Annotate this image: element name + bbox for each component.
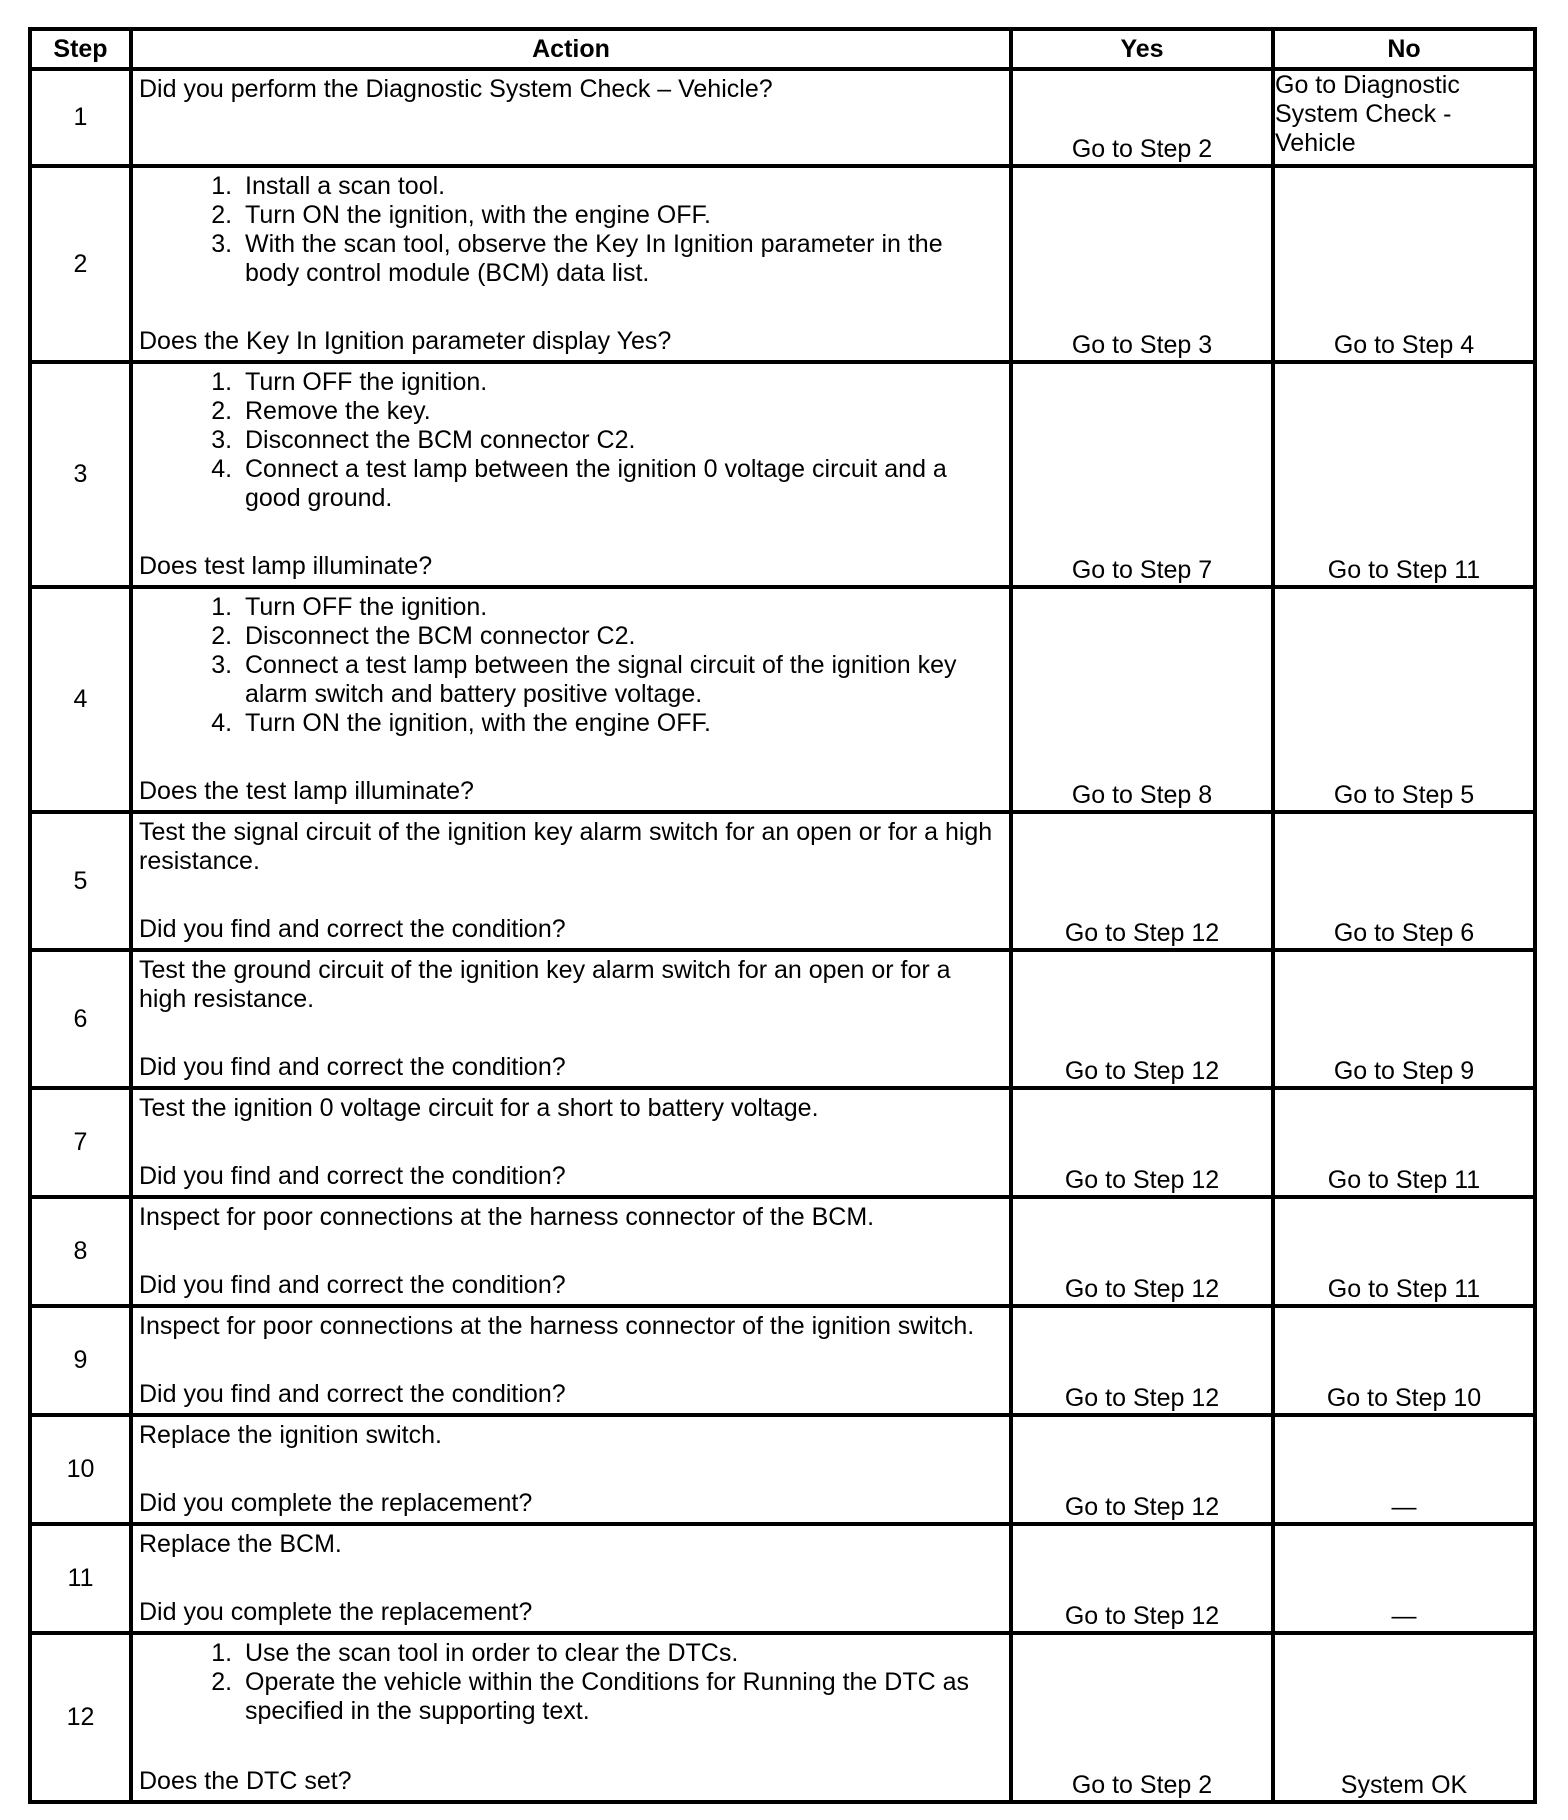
action-steps-list bbox=[139, 368, 1001, 513]
table-row bbox=[30, 1633, 1535, 1802]
table-row bbox=[30, 950, 1535, 1088]
yes-outcome: Go to Step 7 bbox=[1011, 362, 1273, 587]
header-step: Step bbox=[30, 29, 131, 69]
table-row bbox=[30, 587, 1535, 812]
action-instruction: Replace the BCM. bbox=[139, 1530, 342, 1558]
header-row bbox=[30, 29, 1535, 69]
no-outcome: Go to Step 11 bbox=[1273, 1088, 1535, 1197]
action-question: Does the test lamp illuminate? bbox=[139, 777, 474, 805]
step-number: 4 bbox=[30, 587, 131, 812]
yes-outcome: Go to Step 3 bbox=[1011, 166, 1273, 362]
action-step-item: 2. Turn ON the ignition, with the engine OFF. bbox=[239, 201, 1001, 230]
action-cell bbox=[131, 362, 1011, 587]
action-question: Did you complete the replacement? bbox=[139, 1598, 533, 1626]
no-outcome: Go to Step 4 bbox=[1273, 166, 1535, 362]
table-row bbox=[30, 166, 1535, 362]
action-cell bbox=[131, 1633, 1011, 1802]
action-step-item: 1. Use the scan tool in order to clear the DTCs. bbox=[239, 1639, 1001, 1668]
step-number: 3 bbox=[30, 362, 131, 587]
diagnostic-table bbox=[28, 27, 1537, 1804]
action-step-item: 3. Disconnect the BCM connector C2. bbox=[239, 426, 1001, 455]
action-instruction: Inspect for poor connections at the harness connector of the ignition switch. bbox=[139, 1312, 975, 1340]
action-step-item: 2. Disconnect the BCM connector C2. bbox=[239, 622, 1001, 651]
action-cell bbox=[131, 1415, 1011, 1524]
action-steps-list bbox=[139, 172, 1001, 288]
action-instruction: Test the signal circuit of the ignition key alarm switch for an open or for a high resistance. bbox=[139, 818, 993, 875]
yes-outcome: Go to Step 2 bbox=[1011, 69, 1273, 166]
action-steps-list bbox=[139, 1639, 1001, 1726]
no-outcome: Go to Step 9 bbox=[1273, 950, 1535, 1088]
no-outcome: System OK bbox=[1273, 1633, 1535, 1802]
step-number: 10 bbox=[30, 1415, 131, 1524]
header-action: Action bbox=[131, 29, 1011, 69]
yes-outcome: Go to Step 12 bbox=[1011, 1415, 1273, 1524]
step-number: 2 bbox=[30, 166, 131, 362]
action-question: Did you find and correct the condition? bbox=[139, 1271, 566, 1299]
action-step-item: 1. Turn OFF the ignition. bbox=[239, 368, 1001, 397]
yes-outcome: Go to Step 12 bbox=[1011, 1088, 1273, 1197]
action-step-item: 4. Turn ON the ignition, with the engine OFF. bbox=[239, 709, 1001, 738]
action-cell bbox=[131, 166, 1011, 362]
action-cell bbox=[131, 812, 1011, 950]
action-cell bbox=[131, 1306, 1011, 1415]
table-row bbox=[30, 69, 1535, 166]
step-number: 7 bbox=[30, 1088, 131, 1197]
no-outcome: Go to Step 10 bbox=[1273, 1306, 1535, 1415]
action-cell bbox=[131, 1524, 1011, 1633]
action-step-item: 1. Turn OFF the ignition. bbox=[239, 593, 1001, 622]
no-outcome: Go to Step 5 bbox=[1273, 587, 1535, 812]
step-number: 8 bbox=[30, 1197, 131, 1306]
action-step-item: 4. Connect a test lamp between the ignition 0 voltage circuit and a good ground. bbox=[239, 455, 1001, 513]
table-row bbox=[30, 1524, 1535, 1633]
action-cell bbox=[131, 587, 1011, 812]
no-outcome: Go to Step 11 bbox=[1273, 1197, 1535, 1306]
action-instruction: Replace the ignition switch. bbox=[139, 1421, 442, 1449]
step-number: 11 bbox=[30, 1524, 131, 1633]
action-step-item: 2. Operate the vehicle within the Conditions for Running the DTC as specified in the supporting text. bbox=[239, 1668, 1001, 1726]
action-step-item: 3. With the scan tool, observe the Key In Ignition parameter in the body control module (BCM) data list. bbox=[239, 230, 1001, 288]
header-no: No bbox=[1273, 29, 1535, 69]
action-question: Does the DTC set? bbox=[139, 1767, 352, 1795]
action-question: Did you complete the replacement? bbox=[139, 1489, 533, 1517]
action-instruction: Test the ignition 0 voltage circuit for a short to battery voltage. bbox=[139, 1094, 819, 1122]
yes-outcome: Go to Step 8 bbox=[1011, 587, 1273, 812]
action-instruction: Did you perform the Diagnostic System Check – Vehicle? bbox=[139, 75, 773, 103]
table-row bbox=[30, 362, 1535, 587]
action-question: Did you find and correct the condition? bbox=[139, 1053, 566, 1081]
action-cell bbox=[131, 1088, 1011, 1197]
action-question: Did you find and correct the condition? bbox=[139, 915, 566, 943]
no-outcome: Go to Diagnostic System Check - Vehicle bbox=[1273, 69, 1535, 166]
action-cell bbox=[131, 950, 1011, 1088]
yes-outcome: Go to Step 12 bbox=[1011, 950, 1273, 1088]
table-row bbox=[30, 1088, 1535, 1197]
no-outcome: — bbox=[1273, 1524, 1535, 1633]
step-number: 12 bbox=[30, 1633, 131, 1802]
action-question: Does test lamp illuminate? bbox=[139, 552, 433, 580]
action-step-item: 3. Connect a test lamp between the signal circuit of the ignition key alarm switch and battery positive voltage. bbox=[239, 651, 1001, 709]
action-steps-list bbox=[139, 593, 1001, 738]
action-question: Did you find and correct the condition? bbox=[139, 1162, 566, 1190]
table-body bbox=[30, 69, 1535, 1802]
no-outcome: — bbox=[1273, 1415, 1535, 1524]
yes-outcome: Go to Step 12 bbox=[1011, 1197, 1273, 1306]
action-step-item: 2. Remove the key. bbox=[239, 397, 1001, 426]
table-row bbox=[30, 1197, 1535, 1306]
action-instruction: Test the ground circuit of the ignition key alarm switch for an open or for a high resistance. bbox=[139, 956, 951, 1013]
action-cell bbox=[131, 69, 1011, 166]
step-number: 5 bbox=[30, 812, 131, 950]
action-question: Does the Key In Ignition parameter display Yes? bbox=[139, 327, 672, 355]
yes-outcome: Go to Step 12 bbox=[1011, 1306, 1273, 1415]
table-row bbox=[30, 812, 1535, 950]
yes-outcome: Go to Step 2 bbox=[1011, 1633, 1273, 1802]
table-row bbox=[30, 1306, 1535, 1415]
no-outcome: Go to Step 6 bbox=[1273, 812, 1535, 950]
action-instruction: Inspect for poor connections at the harness connector of the BCM. bbox=[139, 1203, 875, 1231]
no-outcome: Go to Step 11 bbox=[1273, 362, 1535, 587]
step-number: 6 bbox=[30, 950, 131, 1088]
header-yes: Yes bbox=[1011, 29, 1273, 69]
step-number: 9 bbox=[30, 1306, 131, 1415]
action-question: Did you find and correct the condition? bbox=[139, 1380, 566, 1408]
action-step-item: 1. Install a scan tool. bbox=[239, 172, 1001, 201]
yes-outcome: Go to Step 12 bbox=[1011, 1524, 1273, 1633]
yes-outcome: Go to Step 12 bbox=[1011, 812, 1273, 950]
action-cell bbox=[131, 1197, 1011, 1306]
table-row bbox=[30, 1415, 1535, 1524]
step-number: 1 bbox=[30, 69, 131, 166]
